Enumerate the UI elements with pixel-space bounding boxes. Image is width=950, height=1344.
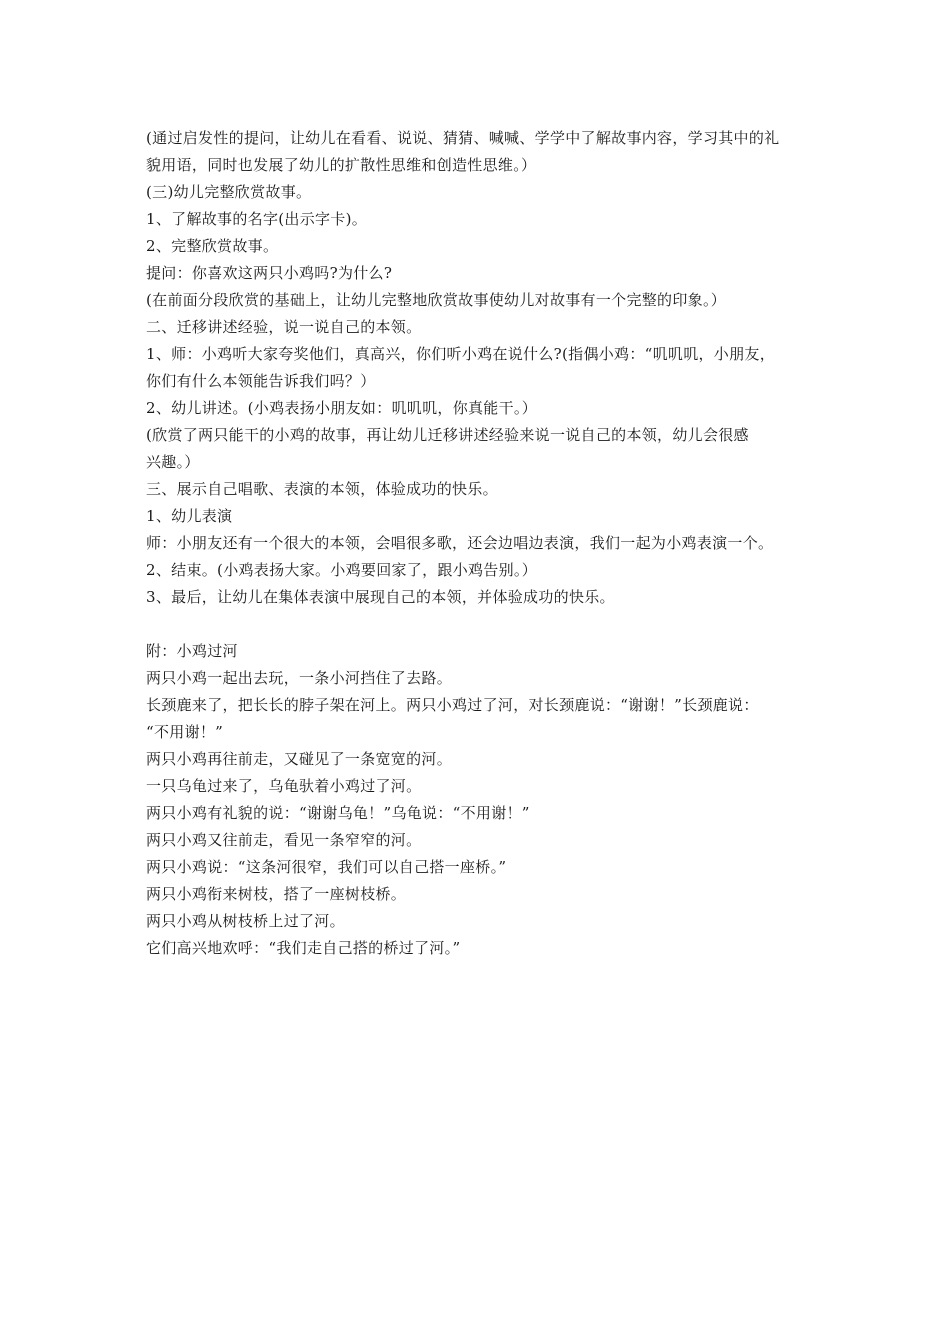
story-line: 两只小鸡有礼貌的说：“谢谢乌龟！”乌龟说：“不用谢！” xyxy=(146,804,530,822)
lesson-section xyxy=(146,125,814,611)
lesson-line: 2、完整欣赏故事。 xyxy=(146,237,279,255)
lesson-line: 2、幼儿讲述。(小鸡表扬小朋友如：叽叽叽，你真能干。） xyxy=(146,399,537,417)
lesson-line: (在前面分段欣赏的基础上，让幼儿完整地欣赏故事使幼儿对故事有一个完整的印象。） xyxy=(146,291,727,309)
story-line: 两只小鸡一起出去玩，一条小河挡住了去路。 xyxy=(146,669,453,687)
story-title: 附：小鸡过河 xyxy=(146,642,238,660)
lesson-line: 貌用语，同时也发展了幼儿的扩散性思维和创造性思维。） xyxy=(146,156,537,174)
story-line: 两只小鸡衔来树枝，搭了一座树枝桥。 xyxy=(146,885,407,903)
story-line: 两只小鸡又往前走，看见一条窄窄的河。 xyxy=(146,831,422,849)
document-body xyxy=(146,125,814,962)
lesson-line: 2、结束。(小鸡表扬大家。小鸡要回家了，跟小鸡告别。） xyxy=(146,561,537,579)
story-line: 它们高兴地欢呼：“我们走自己搭的桥过了河。” xyxy=(146,939,461,957)
story-line: 两只小鸡从树枝桥上过了河。 xyxy=(146,912,345,930)
story-line: “不用谢！” xyxy=(146,723,224,741)
story-line: 长颈鹿来了，把长长的脖子架在河上。两只小鸡过了河，对长颈鹿说：“谢谢！”长颈鹿说： xyxy=(146,696,759,714)
lesson-line: 提问：你喜欢这两只小鸡吗?为什么? xyxy=(146,264,393,282)
lesson-line: 你们有什么本领能告诉我们吗？） xyxy=(146,372,376,390)
lesson-line: (欣赏了两只能干的小鸡的故事，再让幼儿迁移讲述经验来说一说自己的本领，幼儿会很感 xyxy=(146,426,749,444)
story-line: 两只小鸡再往前走，又碰见了一条宽宽的河。 xyxy=(146,750,453,768)
story-line: 两只小鸡说：“这条河很窄，我们可以自己搭一座桥。” xyxy=(146,858,507,876)
lesson-line: 二、迁移讲述经验，说一说自己的本领。 xyxy=(146,318,422,336)
lesson-line: 1、幼儿表演 xyxy=(146,507,233,525)
lesson-line: 1、师：小鸡听大家夸奖他们，真高兴，你们听小鸡在说什么?(指偶小鸡：“叽叽叽，小朋友， xyxy=(146,345,776,363)
lesson-line: 1、了解故事的名字(出示字卡)。 xyxy=(146,210,368,228)
lesson-line: (三)幼儿完整欣赏故事。 xyxy=(146,183,312,201)
lesson-line: (通过启发性的提问，让幼儿在看看、说说、猜猜、喊喊、学学中了解故事内容，学习其中的礼 xyxy=(146,129,780,147)
lesson-line: 3、最后，让幼儿在集体表演中展现自己的本领，并体验成功的快乐。 xyxy=(146,588,615,606)
lesson-line: 师：小朋友还有一个很大的本领，会唱很多歌，还会边唱边表演，我们一起为小鸡表演一个。 xyxy=(146,534,774,552)
story-line: 一只乌龟过来了，乌龟驮着小鸡过了河。 xyxy=(146,777,422,795)
lesson-line: 三、展示自己唱歌、表演的本领，体验成功的快乐。 xyxy=(146,480,498,498)
paragraph-spacer xyxy=(146,611,814,638)
lesson-line: 兴趣。） xyxy=(146,453,200,471)
story-section xyxy=(146,638,814,962)
